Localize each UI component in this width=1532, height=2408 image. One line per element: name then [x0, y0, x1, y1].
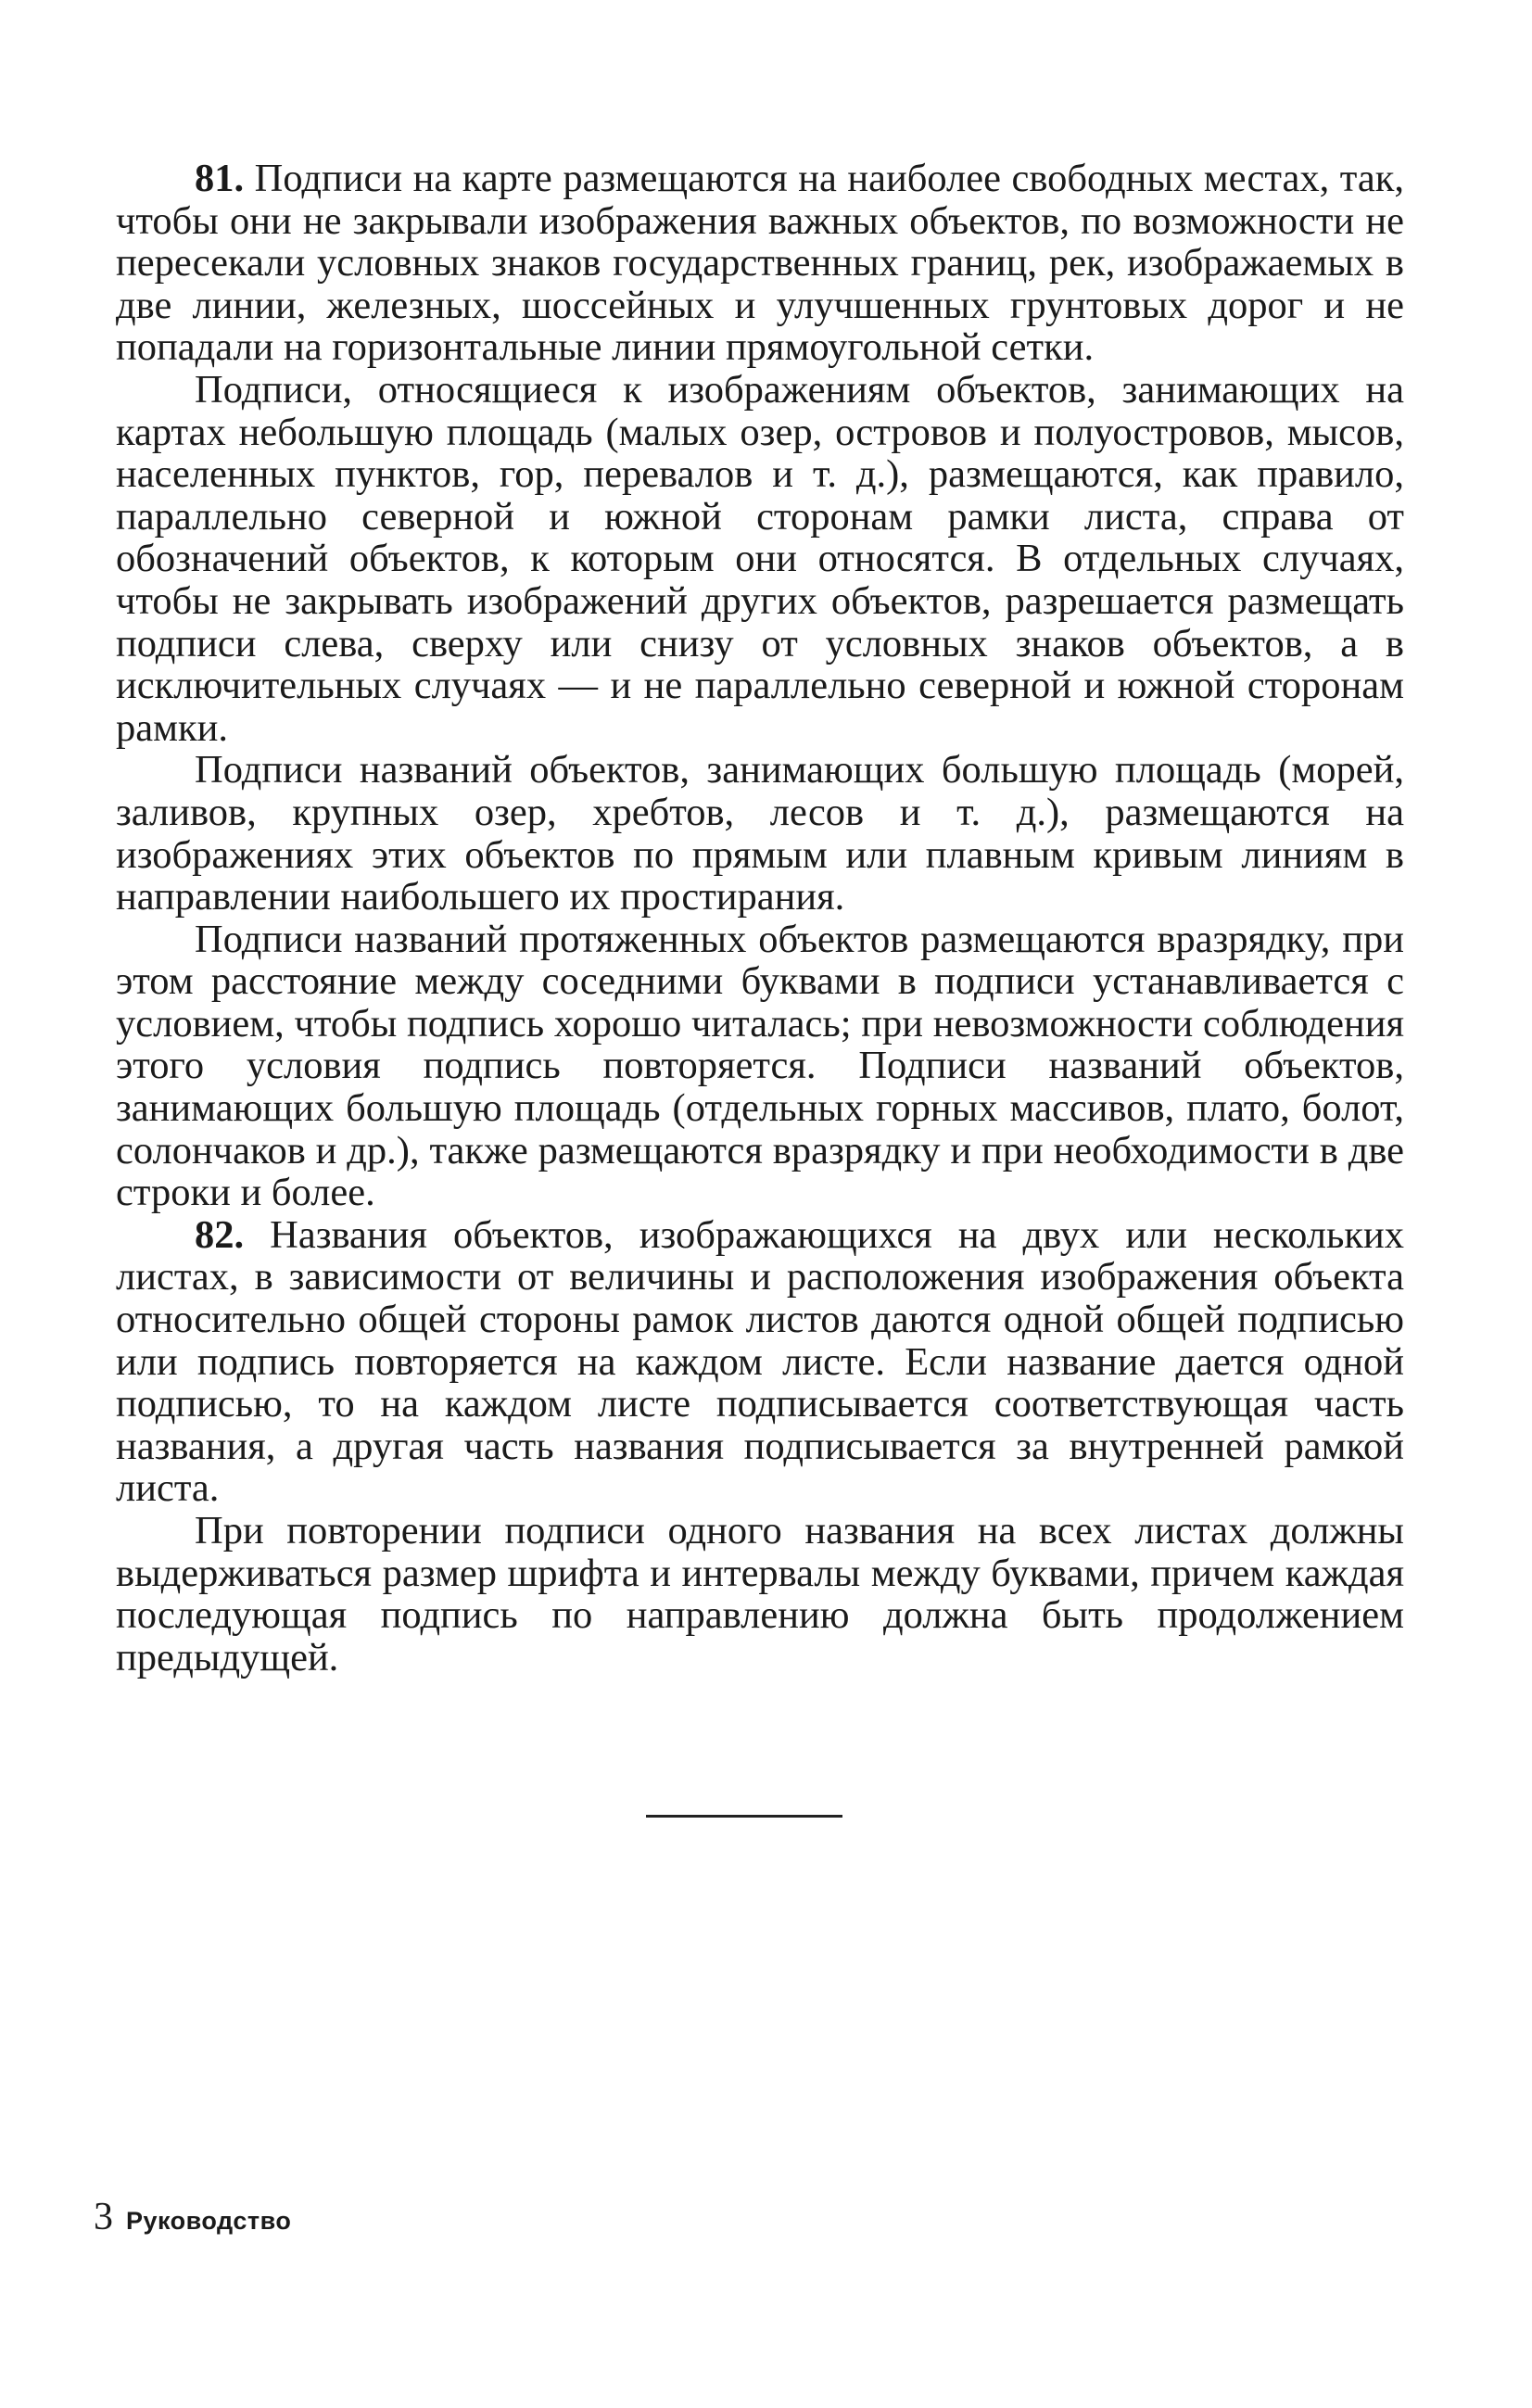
signature-text: Руководство	[126, 2207, 292, 2235]
section-divider	[646, 1815, 842, 1818]
body-text	[116, 158, 1404, 1679]
paragraph	[116, 919, 1404, 1214]
paragraph-text: Названия объектов, изображающихся на двух или нескольких листах, в зависимости от величины и расположения изображения объекта относительно общей стороны рамок листов даются одной общей подписью или подпись повторяется на каждом листе. Если название дается одной подписью, то на каждом листе подписывается соответствующая часть названия, а другая часть названия подписывается за внутренней рамкой листа.	[116, 1212, 1405, 1511]
paragraph-text: При повторении подписи одного названия на всех листах должны выдерживаться размер шрифта и интервалы между буквами, причем каждая последующая подпись по направлению должна быть продолжением предыдущей.	[116, 1509, 1404, 1679]
paragraph-text: Подписи, относящиеся к изображениям объектов, занимающих на картах небольшую площадь (малых озер, островов и полуостровов, мысов, населенных пунктов, гор, перевалов и т. д.), размещаются, как правило, параллельно северной и южной сторонам рамки листа, справа от обозначений объектов, к которым они относятся. В отдельных случаях, чтобы не закрывать изображений других объектов, разрешается размещать подписи слева, сверху или снизу от условных знаков объектов, а в исключительных случаях — и не параллельно северной и южной сторонам рамки.	[116, 367, 1404, 750]
paragraph-text: Подписи названий объектов, занимающих большую площадь (морей, заливов, крупных озер, хребтов, лесов и т. д.), размещаются на изображениях этих объектов по прямым или плавным кривым линиям в направлении наибольшего их простирания.	[116, 748, 1404, 919]
signature-number: 3	[94, 2196, 113, 2238]
paragraph-81	[116, 158, 1404, 369]
paragraph-text: Подписи названий протяженных объектов размещаются вразрядку, при этом расстояние между соседними буквами в подписи устанавливается с условием, чтобы подпись хорошо читалась; при невозможности соблюдения этого условия подпись повторяется. Подписи названий объектов, занимающих большую площадь (отдельных горных массивов, плато, болот, солончаков и др.), также размещаются вразрядку и при необходимости в две строки и более.	[116, 917, 1404, 1215]
paragraph	[116, 1510, 1404, 1679]
paragraph-82	[116, 1214, 1404, 1510]
paragraph-text: Подписи на карте размещаются на наиболее свободных местах, так, чтобы они не закрывали изображения важных объектов, по возможности не пересекали условных знаков государственных границ, рек, изображаемых в две линии, железных, шоссейных и улучшенных грунтовых дорог и не попадали на горизонтальные линии прямоугольной сетки.	[116, 157, 1405, 370]
paragraph	[116, 749, 1404, 918]
signature-mark	[94, 2195, 291, 2239]
paragraph-number: 82.	[195, 1212, 245, 1257]
paragraph	[116, 369, 1404, 749]
paragraph-number: 81.	[195, 157, 245, 200]
